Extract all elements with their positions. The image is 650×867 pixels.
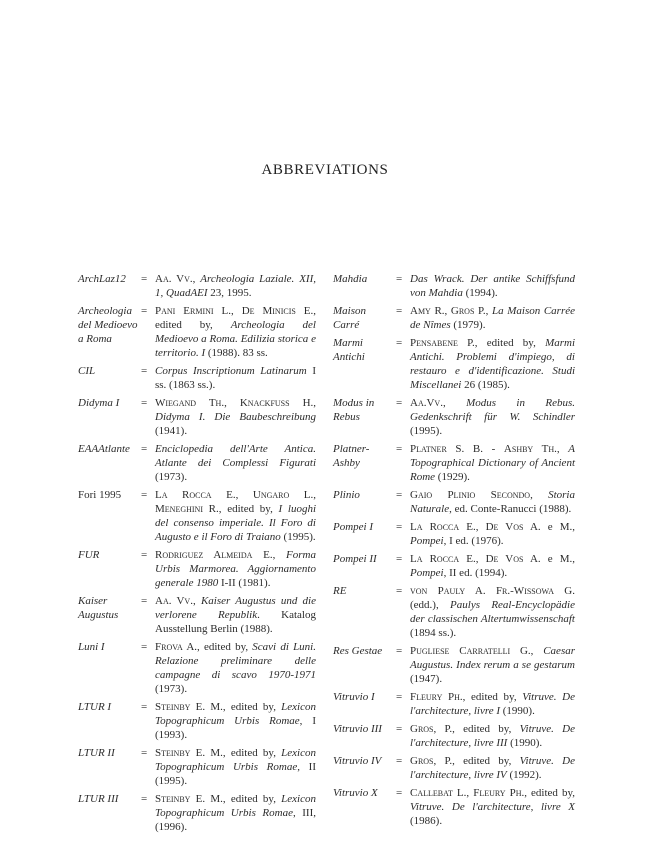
abbreviation-term: Didyma I: [78, 397, 120, 409]
definition-segment: (1979).: [450, 319, 486, 331]
equals-sign: =: [141, 793, 148, 805]
abbreviation-term: Platner-Ashby: [333, 443, 370, 469]
abbreviation-definition: [410, 552, 575, 580]
definition-segment: Kaiser Augustus und die verlorene Republik: [155, 595, 316, 621]
definition-segment: , edited by,: [218, 503, 279, 515]
abbreviation-entry: [333, 786, 575, 828]
abbreviation-entry: [78, 488, 316, 544]
definition-segment: ,: [231, 305, 242, 317]
definition-segment: I-II (1981).: [218, 577, 271, 589]
equals-sign: =: [141, 397, 148, 409]
abbreviation-term: Vitruvio III: [333, 723, 382, 735]
abbreviation-term: Vitruvio X: [333, 787, 378, 799]
abbreviation-term: Maison Carré: [333, 305, 366, 331]
equals-sign: =: [396, 645, 403, 657]
definition-segment: ,: [475, 553, 486, 565]
definition-segment: Vitruve. De l'architecture, livre I: [410, 691, 575, 717]
equals-sign: =: [396, 397, 403, 409]
definition-segment: Modus in Rebus. Gedenkschrift für W. Schindler: [410, 397, 575, 423]
abbreviation-term: Plinio: [333, 489, 360, 501]
definition-segment: , edited by,: [474, 337, 546, 349]
definition-segment: . Katalog Ausstellung Berlin (1988).: [155, 609, 316, 635]
definition-segment: Scavi di Luni. Relazione preliminare delle campagne di scavo 1970-1971: [155, 641, 316, 681]
abbreviation-definition: [155, 442, 316, 484]
abbreviation-entry: [78, 272, 316, 300]
definition-segment: La Rocca E.: [410, 553, 476, 565]
abbreviation-term: LTUR I: [78, 701, 112, 713]
abbreviation-term: Kaiser Augustus: [78, 595, 119, 621]
definition-segment: Lexicon Topographicum Urbis Romae: [155, 747, 316, 773]
abbreviation-entry: [78, 304, 316, 360]
definition-segment: (1894 ss.).: [410, 627, 457, 639]
definition-segment: Gros, P.: [410, 755, 453, 767]
definition-segment: I ss. (1863 ss.).: [155, 365, 316, 391]
abbreviation-entry: [333, 272, 575, 300]
definition-segment: (1986).: [410, 815, 443, 827]
equals-sign: =: [141, 595, 148, 607]
definition-segment: -: [483, 443, 504, 455]
abbreviation-definition: [155, 548, 316, 590]
equals-sign: =: [141, 305, 148, 317]
definition-segment: von Pauly A. Fr.-Wissowa G.: [410, 585, 575, 597]
definition-segment: (1990).: [500, 705, 535, 717]
definition-segment: (1995).: [410, 425, 443, 437]
definition-segment: Lexicon Topographicum Urbis Romae: [155, 701, 316, 727]
definition-segment: Pompei: [410, 535, 444, 547]
definition-segment: (1973).: [155, 683, 188, 695]
abbreviation-term: EAAAtlante: [78, 443, 130, 455]
definition-segment: (1988). 83 ss.: [205, 347, 268, 359]
equals-sign: =: [141, 747, 148, 759]
abbreviation-definition: [410, 272, 575, 300]
definition-segment: e M.,: [540, 521, 575, 533]
definition-segment: ,: [530, 489, 549, 501]
definition-segment: Vitruve. De l'architecture, livre X: [410, 801, 575, 813]
definition-segment: (1995).: [280, 531, 316, 543]
definition-segment: Lexicon Topographicum Urbis Romae: [155, 793, 316, 819]
definition-segment: (1990).: [507, 737, 543, 749]
definition-segment: , edited by,: [452, 723, 520, 735]
definition-segment: Archeologia del Medioevo a Roma. Edilizia storica e territorio. I: [155, 319, 316, 359]
equals-sign: =: [396, 755, 403, 767]
abbreviation-definition: [155, 594, 316, 636]
definition-segment: , I (1993).: [155, 715, 316, 741]
definition-segment: De Minicis E.: [241, 305, 314, 317]
definition-segment: , edited by,: [524, 787, 575, 799]
abbreviation-definition: [155, 304, 316, 360]
equals-sign: =: [396, 337, 403, 349]
equals-sign: =: [396, 305, 403, 317]
definition-segment: ,: [485, 305, 493, 317]
page-title: ABBREVIATIONS: [261, 162, 389, 178]
abbreviation-term: Vitruvio IV: [333, 755, 382, 767]
abbreviation-term: Vitruvio I: [333, 691, 375, 703]
definition-segment: , edited by,: [452, 755, 520, 767]
abbreviation-entry: [78, 594, 316, 636]
definition-segment: 26 (1985).: [461, 379, 510, 391]
abbreviation-definition: [155, 364, 316, 392]
abbreviation-entry: [78, 396, 316, 438]
abbreviation-definition: [410, 722, 575, 750]
abbreviation-definition: [410, 644, 575, 686]
definition-segment: Steinby E. M.: [155, 747, 223, 759]
abbreviations-column-right: [333, 272, 575, 832]
definition-segment: La Rocca E.: [410, 521, 476, 533]
abbreviation-term: Modus in Rebus: [333, 397, 375, 423]
abbreviation-definition: [410, 584, 575, 640]
equals-sign: =: [396, 273, 403, 285]
definition-segment: Archeologia Laziale. XII, 1, QuadAEI: [155, 273, 316, 299]
abbreviation-term: LTUR II: [78, 747, 115, 759]
abbreviation-definition: [410, 488, 575, 516]
abbreviation-entry: [333, 304, 575, 332]
abbreviation-definition: [155, 792, 316, 834]
abbreviation-definition: [410, 336, 575, 392]
equals-sign: =: [396, 723, 403, 735]
equals-sign: =: [396, 553, 403, 565]
abbreviation-term: Pompei II: [333, 553, 377, 565]
definition-segment: La Rocca E.: [155, 489, 236, 501]
definition-segment: (1947).: [410, 673, 443, 685]
definition-segment: Fleury Ph.: [473, 787, 525, 799]
equals-sign: =: [396, 521, 403, 533]
definition-segment: Meneghini R.: [155, 503, 219, 515]
definition-segment: , edited by,: [155, 305, 316, 331]
definition-segment: ,: [313, 489, 317, 501]
abbreviation-entry: [78, 700, 316, 742]
definition-segment: , I ed. (1976).: [443, 535, 504, 547]
definition-segment: Storia Naturale: [410, 489, 575, 515]
abbreviation-definition: [155, 640, 316, 696]
abbreviation-definition: [410, 304, 575, 332]
definition-segment: A Topographical Dictionary of Ancient Rome: [410, 443, 575, 483]
abbreviation-term: Marmi Antichi: [333, 337, 365, 363]
abbreviation-entry: [333, 552, 575, 580]
abbreviation-definition: [155, 272, 316, 300]
definition-segment: ,: [224, 397, 240, 409]
equals-sign: =: [141, 549, 148, 561]
definition-segment: ,: [272, 549, 287, 561]
abbreviation-entry: [78, 746, 316, 788]
definition-segment: Gros, P.: [410, 723, 453, 735]
definition-segment: Ashby Th.: [503, 443, 557, 455]
abbreviation-definition: [410, 690, 575, 718]
abbreviation-definition: [410, 396, 575, 438]
definition-segment: Aa. Vv.: [155, 595, 193, 607]
equals-sign: =: [141, 641, 148, 653]
abbreviation-entry: [333, 754, 575, 782]
abbreviation-term: LTUR III: [78, 793, 119, 805]
definition-segment: Frova A.: [155, 641, 198, 653]
abbreviation-entry: [333, 690, 575, 718]
abbreviation-term: Luni I: [78, 641, 105, 653]
definition-segment: ,: [466, 787, 474, 799]
definition-segment: ,: [192, 273, 201, 285]
definition-segment: I luoghi del consenso imperiale. Il Foro di Augusto e il Foro di Traiano: [155, 503, 316, 543]
abbreviation-term: Res Gestae: [333, 645, 383, 657]
abbreviation-entry: [333, 336, 575, 392]
abbreviation-entry: [333, 488, 575, 516]
definition-segment: (1973).: [155, 471, 188, 483]
equals-sign: =: [396, 585, 403, 597]
definition-segment: 23, 1995.: [207, 287, 252, 299]
abbreviation-term: Mahdia: [333, 273, 368, 285]
abbreviation-term: Archeologia del Medioevo a Roma: [78, 305, 138, 345]
definition-segment: ,: [530, 645, 544, 657]
definition-segment: Steinby E. M.: [155, 793, 223, 805]
abbreviation-entry: [78, 640, 316, 696]
definition-segment: Caesar Augustus. Index rerum a se gestarum: [410, 645, 575, 671]
abbreviation-entry: [333, 520, 575, 548]
equals-sign: =: [396, 489, 403, 501]
definition-segment: , edited by,: [222, 793, 282, 805]
definition-segment: Marmi Antichi. Problemi d'impiego, di restauro e d'identificazione. Studi Miscellanei: [410, 337, 576, 391]
definition-segment: Rodriguez Almeida E.: [155, 549, 273, 561]
definition-segment: , edited by,: [222, 701, 282, 713]
definition-segment: Steinby E. M.: [155, 701, 223, 713]
abbreviation-definition: [155, 488, 316, 544]
definition-segment: Vitruve. De l'architecture, livre III: [410, 723, 576, 749]
equals-sign: =: [141, 273, 148, 285]
abbreviation-definition: [410, 754, 575, 782]
definition-segment: , edited by,: [197, 641, 253, 653]
definition-segment: (1992).: [506, 769, 542, 781]
definition-segment: ,: [444, 305, 451, 317]
definition-segment: , edited by,: [462, 691, 523, 703]
definition-segment: Gros P.: [450, 305, 486, 317]
definition-segment: ,: [556, 443, 569, 455]
abbreviation-entry: [333, 396, 575, 438]
definition-segment: ,: [235, 489, 253, 501]
definition-segment: ,: [313, 397, 317, 409]
abbreviation-definition: [155, 746, 316, 788]
definition-segment: , II ed. (1994).: [443, 567, 508, 579]
definition-segment: ,: [192, 595, 201, 607]
abbreviation-entry: [333, 442, 575, 484]
definition-segment: Knackfuss H.: [239, 397, 314, 409]
abbreviation-term: RE: [333, 585, 347, 597]
definition-segment: Aa.Vv.: [410, 397, 443, 409]
definition-segment: (1941).: [155, 425, 188, 437]
abbreviation-term: Pompei I: [333, 521, 374, 533]
definition-segment: e M.,: [540, 553, 575, 565]
definition-segment: Wiegand Th.: [155, 397, 225, 409]
definition-segment: Vitruve. De l'architecture, livre IV: [410, 755, 576, 781]
definition-segment: , II (1995).: [155, 761, 316, 787]
definition-segment: La Maison Carrée de Nîmes: [410, 305, 576, 331]
abbreviation-definition: [410, 442, 575, 484]
definition-segment: De Vos A.: [485, 521, 541, 533]
abbreviation-term: FUR: [78, 549, 100, 561]
abbreviation-term: CIL: [78, 365, 96, 377]
abbreviation-definition: [410, 520, 575, 548]
definition-segment: Didyma I. Die Baubeschreibung: [155, 411, 316, 423]
equals-sign: =: [141, 365, 148, 377]
definition-segment: (edd.),: [410, 599, 451, 611]
definition-segment: Platner S. B.: [410, 443, 483, 455]
definition-segment: ,: [442, 397, 467, 409]
abbreviation-entry: [333, 644, 575, 686]
definition-segment: Pompei: [410, 567, 444, 579]
definition-segment: Corpus Inscriptionum Latinarum: [155, 365, 307, 377]
definition-segment: Fleury Ph.: [410, 691, 463, 703]
definition-segment: Pani Ermini L.: [155, 305, 231, 317]
definition-segment: Callebat L.: [410, 787, 467, 799]
abbreviation-entry: [78, 792, 316, 834]
definition-segment: Aa. Vv.: [155, 273, 193, 285]
definition-segment: Amy R.: [410, 305, 445, 317]
abbreviations-column-left: [78, 272, 316, 838]
definition-segment: Enciclopedia dell'Arte Antica. Atlante dei Complessi Figurati: [155, 443, 316, 469]
abbreviation-entry: [78, 442, 316, 484]
definition-segment: ,: [475, 521, 486, 533]
abbreviation-definition: [410, 786, 575, 828]
definition-segment: , III, (1996).: [155, 807, 316, 833]
equals-sign: =: [396, 787, 403, 799]
definition-segment: De Vos A.: [485, 553, 541, 565]
definition-segment: (1929).: [435, 471, 470, 483]
definition-segment: Paulys Real-Encyclopädie der classischen Altertumwissenschaft: [410, 599, 575, 625]
abbreviation-entry: [78, 364, 316, 392]
abbreviation-term: Fori 1995: [78, 489, 122, 501]
definition-segment: Forma Urbis Marmorea. Aggiornamento generale 1980: [155, 549, 316, 589]
abbreviation-definition: [155, 700, 316, 742]
equals-sign: =: [396, 691, 403, 703]
abbreviation-entry: [78, 548, 316, 590]
equals-sign: =: [141, 701, 148, 713]
equals-sign: =: [141, 443, 148, 455]
equals-sign: =: [141, 489, 148, 501]
definition-segment: Pensabene P.: [410, 337, 475, 349]
definition-segment: Ungaro L.: [252, 489, 314, 501]
definition-segment: Gaio Plinio Secondo: [410, 489, 531, 501]
definition-segment: Pugliese Carratelli G.: [410, 645, 531, 657]
equals-sign: =: [396, 443, 403, 455]
definition-segment: , edited by,: [222, 747, 282, 759]
definition-segment: (1994).: [462, 287, 498, 299]
abbreviation-definition: [155, 396, 316, 438]
abbreviation-term: ArchLaz12: [78, 273, 126, 285]
definition-segment: Das Wrack. Der antike Schiffsfund von Mahdia: [410, 273, 575, 299]
definition-segment: , ed. Conte-Ranucci (1988).: [449, 503, 572, 515]
abbreviation-entry: [333, 584, 575, 640]
abbreviation-entry: [333, 722, 575, 750]
